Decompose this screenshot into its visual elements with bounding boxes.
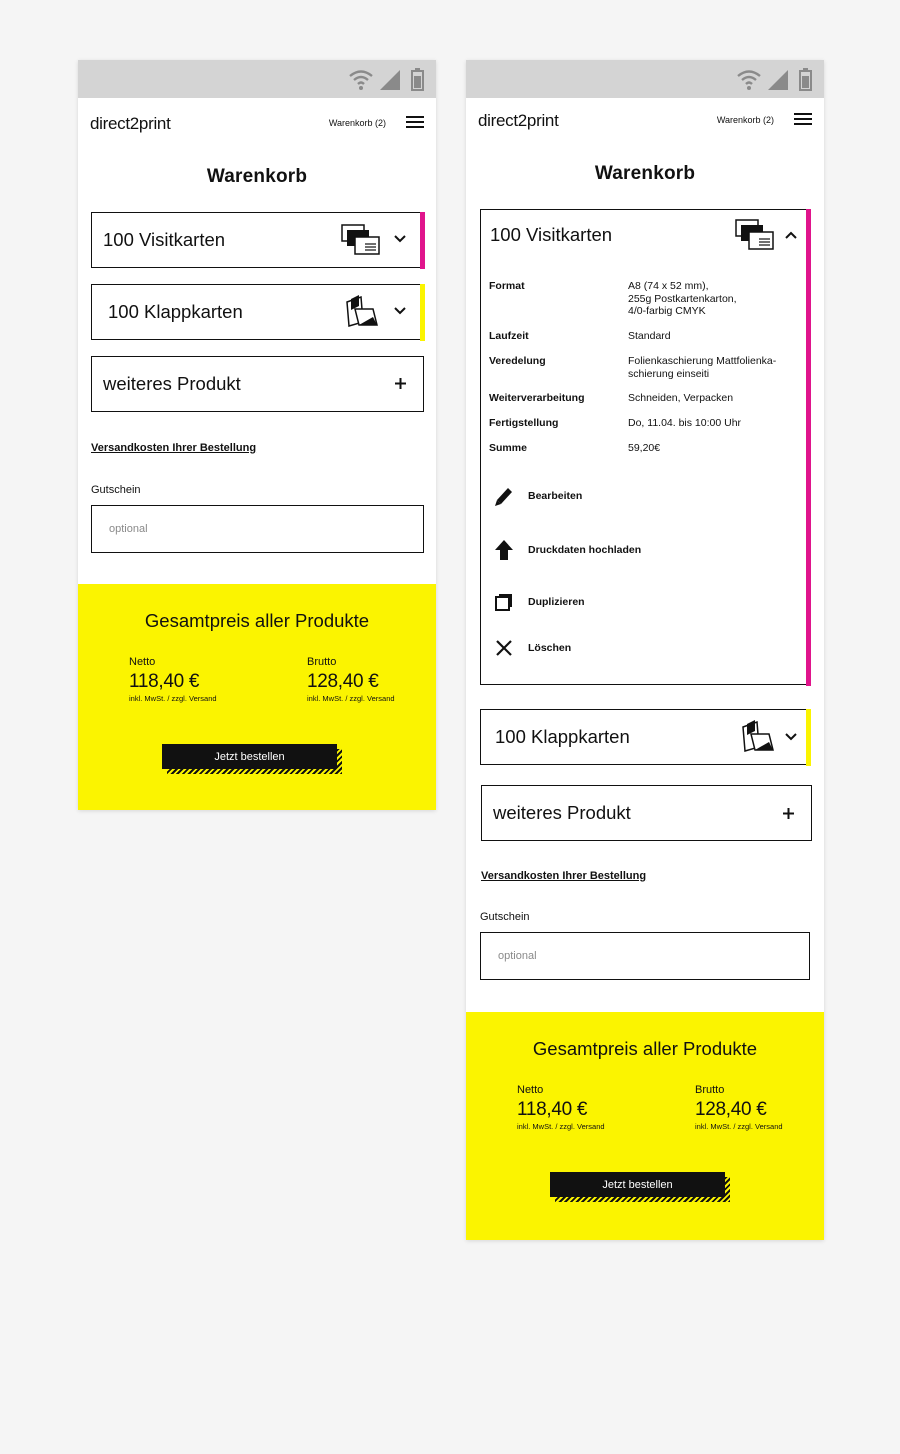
cart-link[interactable]: Warenkorb (2) [716,115,774,125]
app-header [478,111,812,131]
gross-note: inkl. MwSt. / zzgl. Versand [307,694,395,703]
gross-value: 128,40 € [695,1099,767,1120]
total-price-panel [78,584,436,810]
hamburger-menu-icon[interactable] [794,113,812,127]
app-header [90,114,424,134]
action-upload[interactable] [493,539,753,561]
detail-label: Weiterverarbeitung [489,392,585,404]
net-value: 118,40 € [129,671,200,692]
business-cards-icon [735,219,775,251]
add-product-label: weiteres Produkt [103,373,241,394]
total-title: Gesamtpreis aller Produkte [532,1038,758,1059]
folded-cards-icon [343,294,379,328]
detail-value: Standard [628,330,671,342]
product-name: 100 Visitkarten [490,224,613,245]
detail-value: 59,20€ [628,442,661,454]
detail-value: Folienkaschierung Mattfolienka- schierung einseiti [628,355,777,380]
gross-label: Brutto [695,1084,725,1096]
status-bar [466,60,824,98]
product-accent-bar [806,209,811,686]
chevron-down-icon[interactable] [394,235,406,243]
detail-label: Format [489,280,525,292]
folded-cards-icon [739,719,775,753]
status-icons [348,68,426,92]
detail-value: Do, 11.04. bis 10:00 Uhr [628,417,742,429]
product-accent-bar [806,709,811,766]
product-card-klappkarten[interactable] [91,284,424,340]
product-card-visitkarten[interactable] [91,212,424,268]
detail-value: A8 (74 x 52 mm), 255g Postkartenkarton, 4/0-farbig CMYK [628,280,737,317]
detail-label: Veredelung [489,355,546,367]
total-price-panel [466,1012,824,1240]
detail-label: Fertigstellung [489,417,559,429]
signal-icon [768,70,788,90]
order-button[interactable]: Jetzt bestellen [550,1172,725,1197]
gross-note: inkl. MwSt. / zzgl. Versand [695,1122,783,1131]
voucher-label: Gutschein [480,911,530,923]
logo[interactable]: direct2print [90,114,171,133]
product-accent-bar [420,284,425,341]
net-note: inkl. MwSt. / zzgl. Versand [517,1122,605,1131]
shipping-costs-link[interactable]: Versandkosten Ihrer Bestellung [481,870,647,882]
gross-price [307,656,436,703]
pencil-icon [493,485,515,507]
add-product-button[interactable] [91,356,424,412]
net-label: Netto [129,656,156,668]
duplicate-icon [493,591,515,613]
product-name: 100 Klappkarten [495,726,630,747]
close-icon [493,637,515,659]
hamburger-menu-icon[interactable] [406,116,424,130]
net-value: 118,40 € [517,1099,588,1120]
net-price [517,1084,657,1131]
add-product-label: weiteres Produkt [493,802,631,823]
chevron-down-icon[interactable] [394,307,406,315]
detail-label: Laufzeit [489,330,529,342]
voucher-label: Gutschein [91,484,141,496]
logo[interactable]: direct2print [478,111,559,130]
net-label: Netto [517,1084,544,1096]
order-button-wrap [162,744,342,774]
order-button-wrap [550,1172,730,1202]
action-label: Druckdaten hochladen [528,544,642,556]
product-card-klappkarten[interactable] [480,709,810,765]
cart-link[interactable]: Warenkorb (2) [328,118,386,128]
net-price [129,656,269,703]
product-name: 100 Visitkarten [103,229,226,250]
wifi-icon [350,72,372,91]
action-delete[interactable] [493,637,753,659]
add-product-button[interactable] [481,785,812,841]
signal-icon [380,70,400,90]
page-title: Warenkorb [206,166,308,187]
phone-screen-collapsed [78,60,436,810]
action-label: Bearbeiten [528,490,583,502]
battery-icon [800,68,811,90]
page-title: Warenkorb [594,163,696,184]
action-duplicate[interactable] [493,591,753,613]
chevron-up-icon[interactable] [785,231,797,239]
gross-price [695,1084,824,1131]
product-accent-bar [420,212,425,269]
battery-icon [412,68,423,90]
detail-label: Summe [489,442,527,454]
business-cards-icon [341,224,381,256]
net-note: inkl. MwSt. / zzgl. Versand [129,694,217,703]
gross-label: Brutto [307,656,337,668]
action-label: Duplizieren [528,596,585,608]
total-title: Gesamtpreis aller Produkte [144,610,370,631]
product-name: 100 Klappkarten [108,301,243,322]
gross-value: 128,40 € [307,671,379,692]
status-icons [736,68,814,92]
phone-screen-expanded [466,60,824,1240]
plus-icon [783,808,794,819]
action-label: Löschen [528,642,572,654]
product-card-visitkarten-expanded[interactable] [480,209,810,685]
chevron-down-icon[interactable] [785,733,797,741]
shipping-costs-link[interactable]: Versandkosten Ihrer Bestellung [91,442,257,454]
detail-value: Schneiden, Verpacken [628,392,734,404]
plus-icon [395,378,406,389]
action-edit[interactable] [493,485,753,507]
status-bar [78,60,436,98]
order-button[interactable]: Jetzt bestellen [162,744,337,769]
voucher-input[interactable] [91,505,424,553]
voucher-input[interactable] [480,932,810,980]
wifi-icon [738,72,760,91]
upload-arrow-icon [493,539,515,561]
